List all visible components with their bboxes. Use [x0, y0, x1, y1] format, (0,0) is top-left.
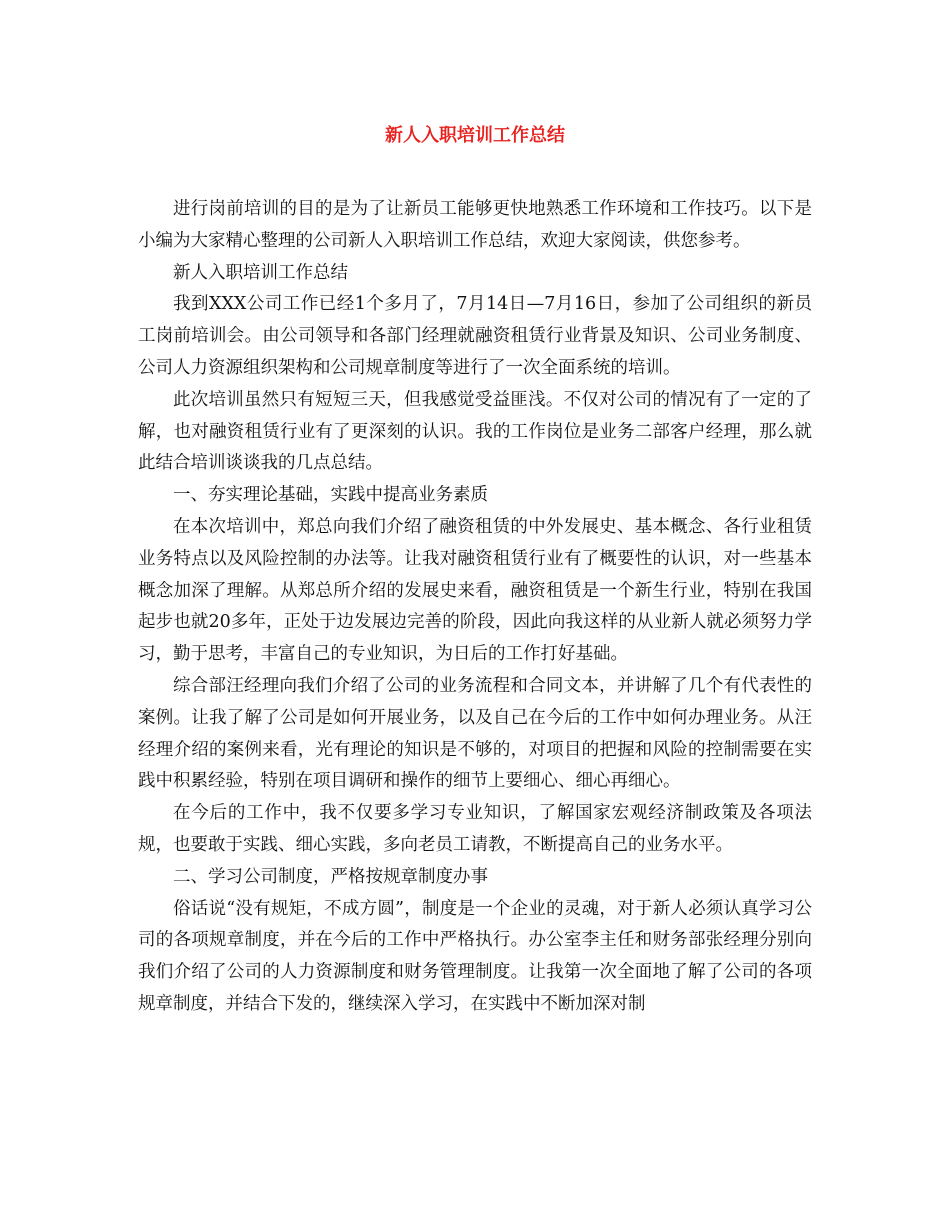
document-body — [138, 194, 812, 1021]
paragraph-subtitle: 新人入职培训工作总结 — [173, 262, 348, 283]
paragraph-background: 我到XXX公司工作已经1个多月了，7月14日—7月16日，参加了公司组织的新员工岗前培训会。由公司领导和各部门经理就融资租赁行业背景及知识、公司业务制度、公司人力资源组织架构和公司规章制度等进行了一次全面系统的培训。 — [138, 294, 812, 378]
paragraph-intro: 进行岗前培训的目的是为了让新员工能够更快地熟悉工作环境和工作技巧。以下是小编为大家精心整理的公司新人入职培训工作总结，欢迎大家阅读，供您参考。 — [138, 199, 812, 251]
paragraph-future-work: 在今后的工作中，我不仅要多学习专业知识，了解国家宏观经济制政策及各项法规，也要敢于实践、细心实践，多向老员工请教，不断提高自己的业务水平。 — [138, 803, 812, 855]
section-heading-2: 二、学习公司制度，严格按规章制度办事 — [173, 866, 488, 887]
paragraph-rules: 俗话说“没有规矩，不成方圆”，制度是一个企业的灵魂，对于新人必须认真学习公司的各项规章制度，并在今后的工作中严格执行。办公室李主任和财务部张经理分别向我们介绍了公司的人力资源制度和财务管理制度。让我第一次全面地了解了公司的各项规章制度，并结合下发的，继续深入学习，在实践中不断加深对制 — [138, 898, 812, 1014]
paragraph-theory: 在本次培训中，郑总向我们介绍了融资租赁的中外发展史、基本概念、各行业租赁业务特点以及风险控制的办法等。让我对融资租赁行业有了概要性的认识，对一些基本概念加深了理解。从郑总所介绍的发展史来看，融资租赁是一个新生行业，特别在我国起步也就20多年，正处于边发展边完善的阶段，因此向我这样的从业新人就必须努力学习，勤于思考，丰富自己的专业知识，为日后的工作打好基础。 — [138, 516, 812, 665]
section-heading-1: 一、夯实理论基础，实践中提高业务素质 — [173, 485, 488, 506]
paragraph-cases: 综合部汪经理向我们介绍了公司的业务流程和合同文本，并讲解了几个有代表性的案例。让我了解了公司是如何开展业务，以及自己在今后的工作中如何办理业务。从汪经理介绍的案例来看，光有理论的知识是不够的，对项目的把握和风险的控制需要在实践中积累经验，特别在项目调研和操作的细节上要细心、细心再细心。 — [138, 675, 812, 792]
document-title: 新人入职培训工作总结 — [385, 125, 565, 146]
paragraph-impression: 此次培训虽然只有短短三天，但我感觉受益匪浅。不仅对公司的情况有了一定的了解，也对融资租赁行业有了更深刻的认识。我的工作岗位是业务二部客户经理，那么就此结合培训谈谈我的几点总结。 — [138, 389, 812, 474]
